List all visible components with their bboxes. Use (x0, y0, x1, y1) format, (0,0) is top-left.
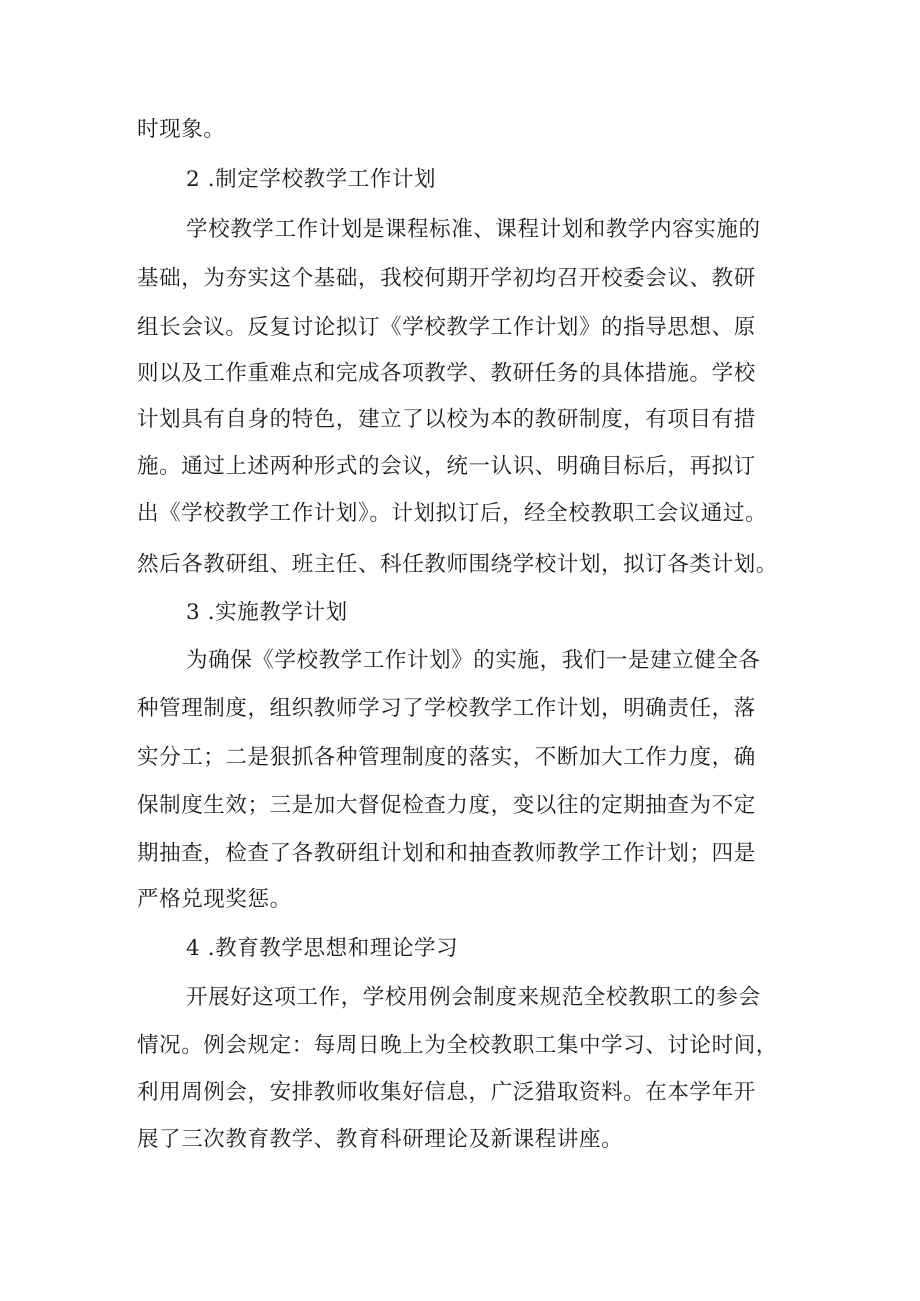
text-line: 期抽查，检查了各教研组计划和和抽查教师教学工作计划；四是 (137, 841, 756, 866)
text-line: 情况。例会规定：每周日晚上为全校教职工集中学习、讨论时间， (137, 1033, 778, 1058)
section-heading-3: 3 .实施教学计划 (186, 600, 348, 625)
text-line: 学校教学工作计划是课程标准、课程计划和教学内容实施的 (186, 217, 761, 242)
text-line: 展了三次教育教学、教育科研理论及新课程讲座。 (137, 1127, 624, 1152)
text-line: 计划具有自身的特色，建立了以校为本的教研制度，有项目有措 (137, 407, 756, 432)
text-line: 基础，为夯实这个基础，我校何期开学初均召开校委会议、教研 (137, 266, 756, 291)
text-line: 然后各教研组、班主任、科任教师围绕学校计划，拟订各类计划。 (137, 552, 778, 577)
text-line: 保制度生效；三是加大督促检查力度，变以往的定期抽查为不定 (137, 793, 756, 818)
text-line: 施。通过上述两种形式的会议，统一认识、明确目标后，再拟订 (137, 454, 756, 479)
text-line: 则以及工作重难点和完成各项教学、教研任务的具体措施。学校 (137, 361, 756, 386)
text-line: 时现象。 (137, 117, 226, 142)
text-line: 种管理制度，组织教师学习了学校教学工作计划，明确责任，落 (137, 696, 756, 721)
text-line: 开展好这项工作，学校用例会制度来规范全校教职工的参会 (186, 985, 761, 1010)
text-line: 严格兑现奖惩。 (137, 887, 292, 912)
text-line: 实分工；二是狠抓各种管理制度的落实，不断加大工作力度，确 (137, 745, 756, 770)
section-heading-4: 4 .教育教学思想和理论学习 (186, 936, 459, 961)
section-heading-2: 2 .制定学校教学工作计划 (186, 167, 437, 192)
text-line: 为确保《学校教学工作计划》的实施，我们一是建立健全各 (186, 648, 761, 673)
text-line: 出《学校教学工作计划》。计划拟订后，经全校教职工会议通过。 (137, 501, 768, 526)
text-line: 利用周例会，安排教师收集好信息，广泛猎取资料。在本学年开 (137, 1080, 756, 1105)
text-line: 组长会议。反复讨论拟订《学校教学工作计划》的指导思想、原 (137, 315, 756, 340)
